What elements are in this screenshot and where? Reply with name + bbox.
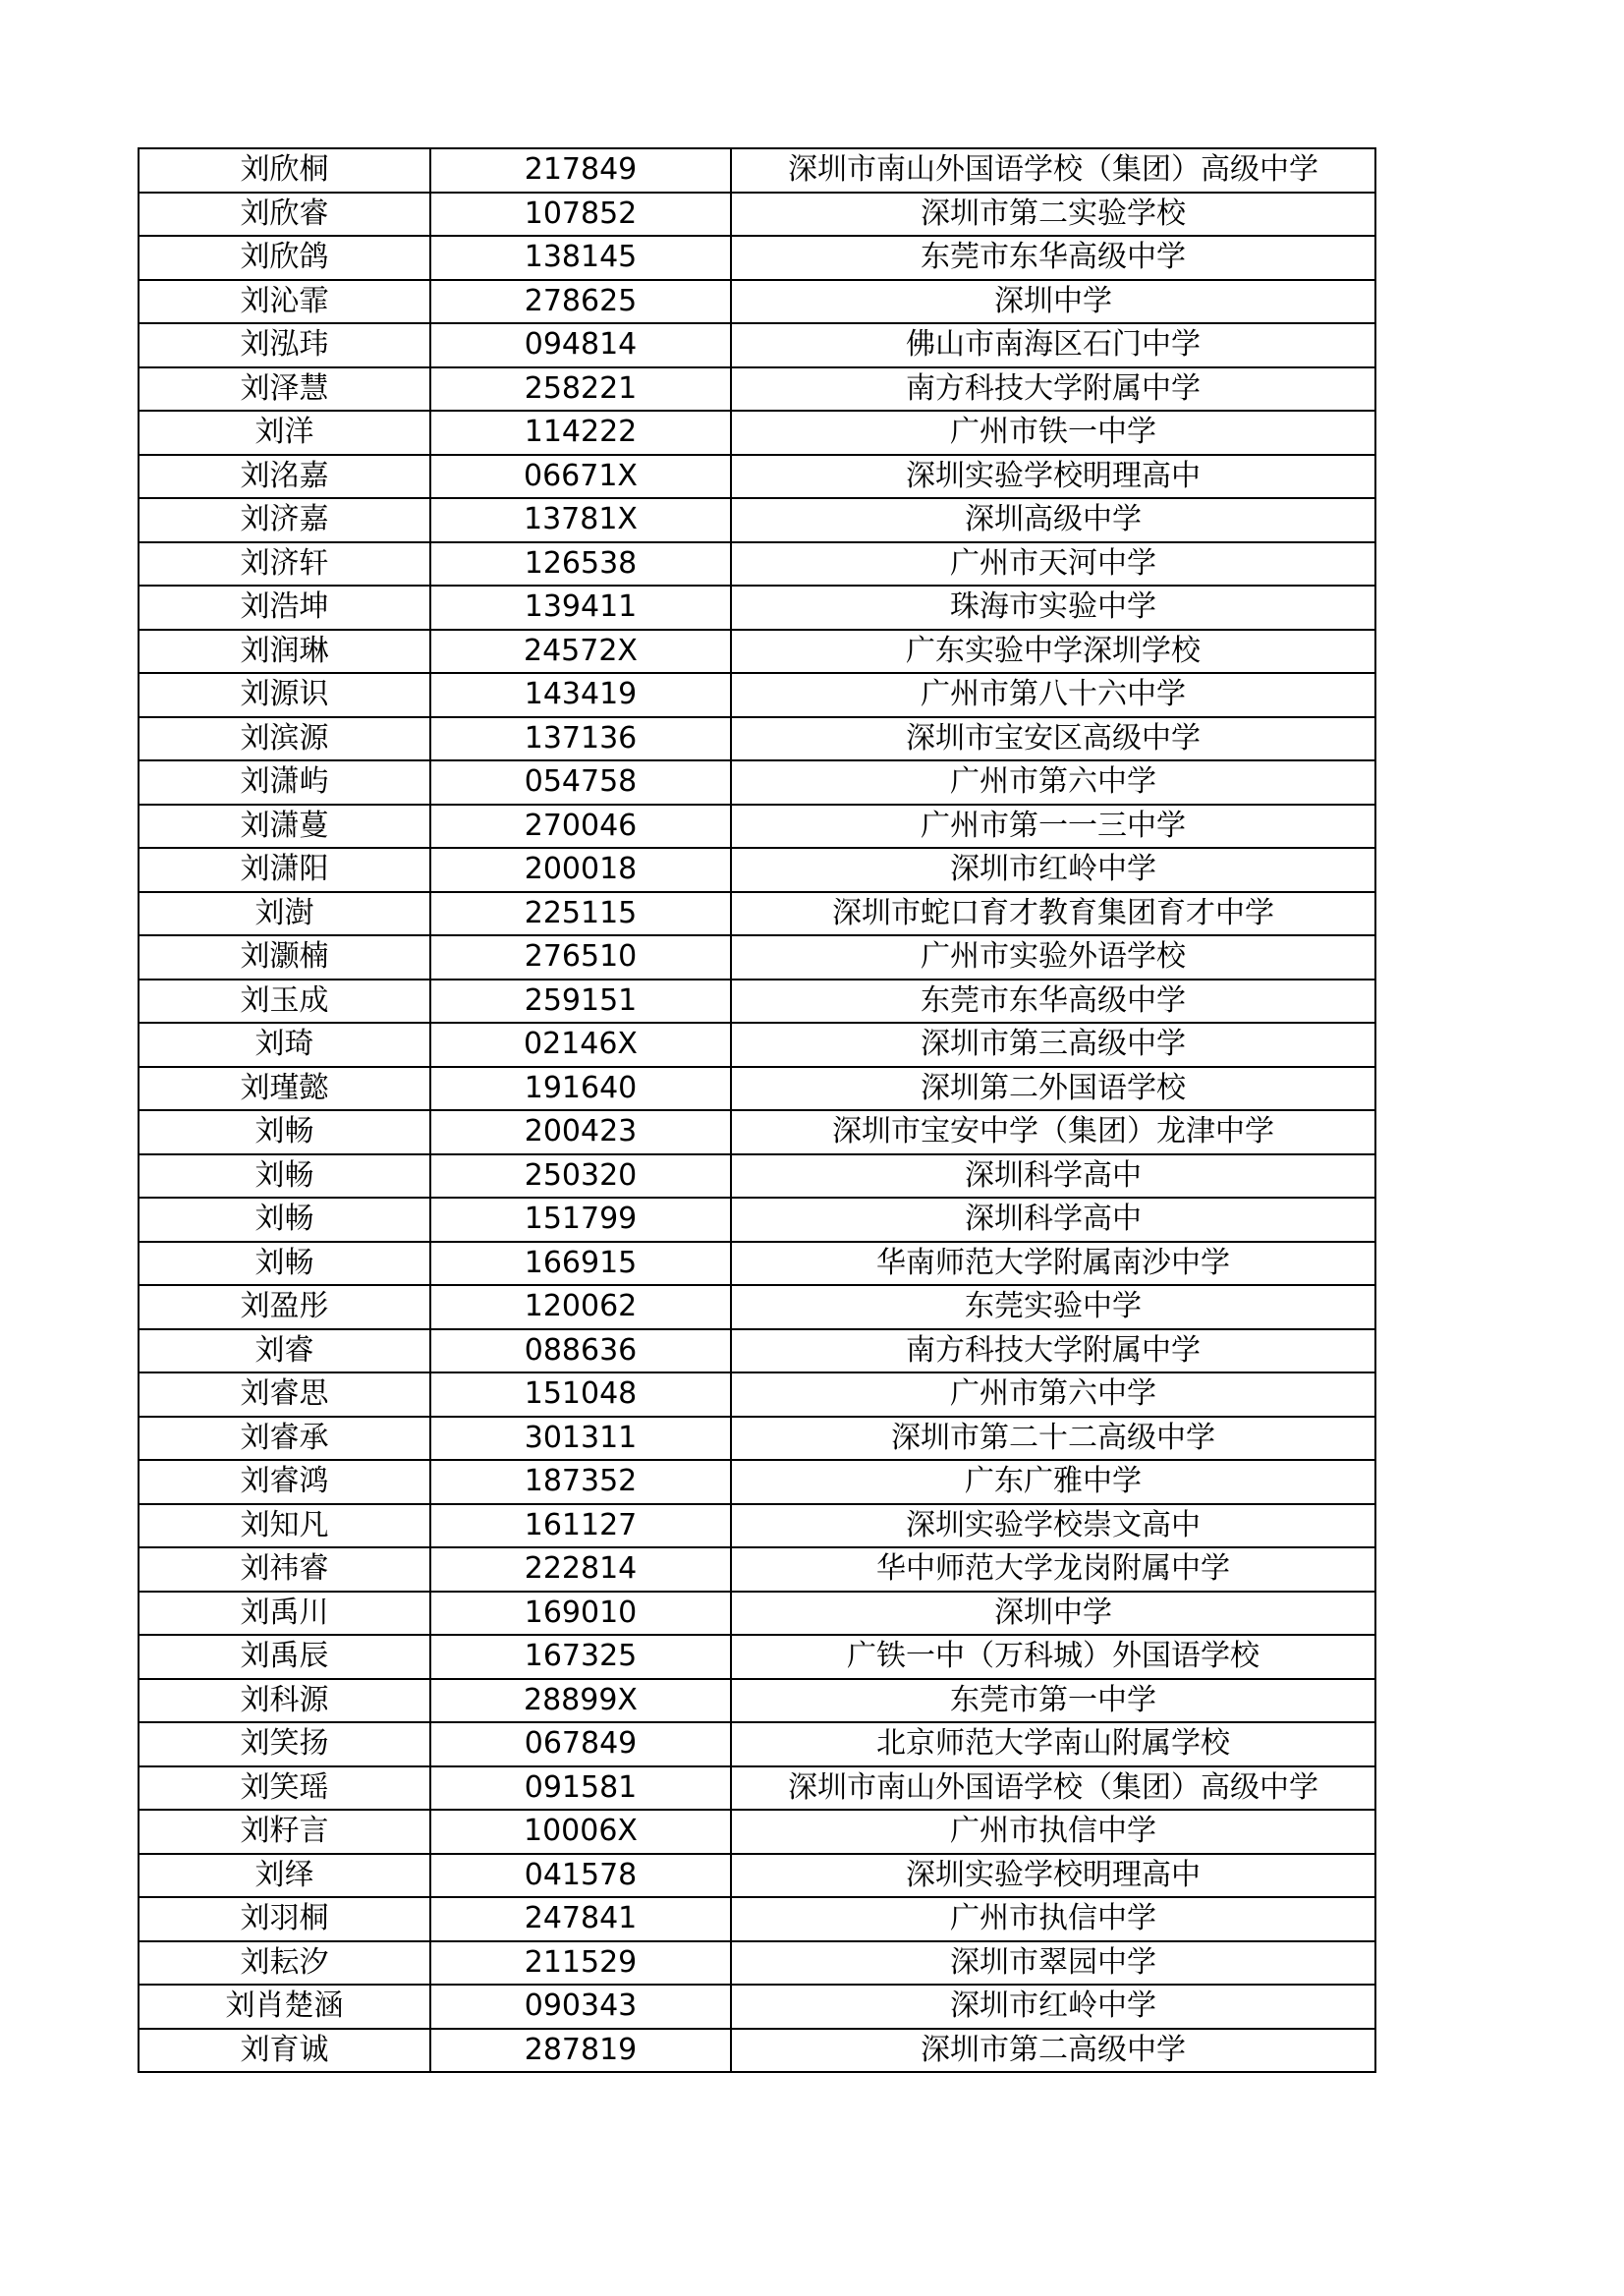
- table-row: [139, 1242, 1375, 1286]
- table-row: [139, 193, 1375, 237]
- student-name-cell: 刘澍: [139, 892, 430, 936]
- student-id-cell: 091581: [430, 1766, 731, 1811]
- student-name-cell: 刘睿鸿: [139, 1460, 430, 1504]
- student-id-cell: 169010: [430, 1592, 731, 1636]
- student-name-cell: 刘耘汐: [139, 1941, 430, 1986]
- school-name-cell: 深圳市第二高级中学: [731, 2029, 1375, 2073]
- student-id-cell: 090343: [430, 1985, 731, 2029]
- table-row: [139, 148, 1375, 193]
- school-name-cell: 深圳第二外国语学校: [731, 1067, 1375, 1111]
- school-name-cell: 广州市第一一三中学: [731, 805, 1375, 849]
- school-name-cell: 深圳市南山外国语学校（集团）高级中学: [731, 1766, 1375, 1811]
- student-id-cell: 191640: [430, 1067, 731, 1111]
- student-name-cell: 刘笑瑶: [139, 1766, 430, 1811]
- student-id-cell: 28899X: [430, 1679, 731, 1723]
- student-name-cell: 刘畅: [139, 1110, 430, 1154]
- student-name-cell: 刘泽慧: [139, 367, 430, 412]
- table-row: [139, 455, 1375, 499]
- table-row: [139, 760, 1375, 805]
- school-name-cell: 深圳高级中学: [731, 498, 1375, 542]
- school-name-cell: 深圳市第二十二高级中学: [731, 1417, 1375, 1461]
- school-name-cell: 东莞市东华高级中学: [731, 980, 1375, 1024]
- school-name-cell: 广铁一中（万科城）外国语学校: [731, 1635, 1375, 1679]
- student-id-cell: 114222: [430, 411, 731, 455]
- school-name-cell: 佛山市南海区石门中学: [731, 323, 1375, 367]
- student-id-cell: 054758: [430, 760, 731, 805]
- table-row: [139, 1067, 1375, 1111]
- table-row: [139, 1722, 1375, 1766]
- school-name-cell: 深圳中学: [731, 280, 1375, 324]
- student-name-cell: 刘潇蔓: [139, 805, 430, 849]
- student-id-cell: 187352: [430, 1460, 731, 1504]
- school-name-cell: 深圳市第三高级中学: [731, 1023, 1375, 1067]
- student-name-cell: 刘睿思: [139, 1372, 430, 1417]
- table-row: [139, 1329, 1375, 1373]
- table-row: [139, 1110, 1375, 1154]
- student-name-cell: 刘潇屿: [139, 760, 430, 805]
- student-name-cell: 刘济嘉: [139, 498, 430, 542]
- student-name-cell: 刘盈彤: [139, 1285, 430, 1329]
- school-name-cell: 广州市实验外语学校: [731, 935, 1375, 980]
- school-name-cell: 华南师范大学附属南沙中学: [731, 1242, 1375, 1286]
- student-name-cell: 刘羽桐: [139, 1897, 430, 1941]
- student-id-cell: 06671X: [430, 455, 731, 499]
- student-id-cell: 200018: [430, 848, 731, 892]
- table-row: [139, 323, 1375, 367]
- school-name-cell: 东莞市第一中学: [731, 1679, 1375, 1723]
- student-name-cell: 刘睿: [139, 1329, 430, 1373]
- student-name-cell: 刘笑扬: [139, 1722, 430, 1766]
- school-name-cell: 深圳实验学校明理高中: [731, 1854, 1375, 1898]
- student-name-cell: 刘欣睿: [139, 193, 430, 237]
- table-row: [139, 1460, 1375, 1504]
- student-id-cell: 200423: [430, 1110, 731, 1154]
- table-row: [139, 1897, 1375, 1941]
- school-name-cell: 深圳中学: [731, 1592, 1375, 1636]
- table-row: [139, 1592, 1375, 1636]
- student-id-cell: 126538: [430, 542, 731, 587]
- student-id-cell: 276510: [430, 935, 731, 980]
- table-row: [139, 980, 1375, 1024]
- school-name-cell: 深圳市宝安中学（集团）龙津中学: [731, 1110, 1375, 1154]
- student-id-cell: 287819: [430, 2029, 731, 2073]
- table-row: [139, 630, 1375, 674]
- student-name-cell: 刘籽言: [139, 1810, 430, 1854]
- school-name-cell: 广州市执信中学: [731, 1810, 1375, 1854]
- student-id-cell: 247841: [430, 1897, 731, 1941]
- table-row: [139, 1372, 1375, 1417]
- student-name-cell: 刘浩坤: [139, 586, 430, 630]
- student-name-cell: 刘瑾懿: [139, 1067, 430, 1111]
- student-name-cell: 刘沁霏: [139, 280, 430, 324]
- student-id-cell: 258221: [430, 367, 731, 412]
- table-row: [139, 411, 1375, 455]
- school-name-cell: 深圳市翠园中学: [731, 1941, 1375, 1986]
- table-row: [139, 673, 1375, 717]
- table-row: [139, 1766, 1375, 1811]
- student-id-cell: 151799: [430, 1198, 731, 1242]
- student-id-cell: 151048: [430, 1372, 731, 1417]
- school-name-cell: 华中师范大学龙岗附属中学: [731, 1547, 1375, 1592]
- student-id-cell: 24572X: [430, 630, 731, 674]
- student-id-cell: 270046: [430, 805, 731, 849]
- student-id-cell: 138145: [430, 236, 731, 280]
- table-row: [139, 1504, 1375, 1548]
- school-name-cell: 深圳市红岭中学: [731, 1985, 1375, 2029]
- student-name-cell: 刘玉成: [139, 980, 430, 1024]
- school-name-cell: 深圳市红岭中学: [731, 848, 1375, 892]
- table-row: [139, 1941, 1375, 1986]
- student-id-cell: 301311: [430, 1417, 731, 1461]
- student-name-cell: 刘禹川: [139, 1592, 430, 1636]
- student-name-cell: 刘睿承: [139, 1417, 430, 1461]
- school-name-cell: 北京师范大学南山附属学校: [731, 1722, 1375, 1766]
- student-name-cell: 刘琦: [139, 1023, 430, 1067]
- table-row: [139, 935, 1375, 980]
- school-name-cell: 深圳科学高中: [731, 1154, 1375, 1199]
- school-name-cell: 南方科技大学附属中学: [731, 1329, 1375, 1373]
- table-row: [139, 1547, 1375, 1592]
- school-name-cell: 广东广雅中学: [731, 1460, 1375, 1504]
- student-id-cell: 094814: [430, 323, 731, 367]
- student-id-cell: 067849: [430, 1722, 731, 1766]
- table-row: [139, 892, 1375, 936]
- student-name-cell: 刘欣鸽: [139, 236, 430, 280]
- school-name-cell: 广州市第六中学: [731, 1372, 1375, 1417]
- student-id-cell: 10006X: [430, 1810, 731, 1854]
- school-name-cell: 深圳实验学校明理高中: [731, 455, 1375, 499]
- student-id-cell: 02146X: [430, 1023, 731, 1067]
- student-name-cell: 刘源识: [139, 673, 430, 717]
- school-name-cell: 广州市第八十六中学: [731, 673, 1375, 717]
- school-name-cell: 深圳市第二实验学校: [731, 193, 1375, 237]
- student-id-cell: 278625: [430, 280, 731, 324]
- student-id-cell: 225115: [430, 892, 731, 936]
- student-name-cell: 刘泓玮: [139, 323, 430, 367]
- student-id-cell: 222814: [430, 1547, 731, 1592]
- school-name-cell: 广州市执信中学: [731, 1897, 1375, 1941]
- student-id-cell: 120062: [430, 1285, 731, 1329]
- school-name-cell: 东莞市东华高级中学: [731, 236, 1375, 280]
- student-name-cell: 刘济轩: [139, 542, 430, 587]
- table-row: [139, 805, 1375, 849]
- table-row: [139, 1023, 1375, 1067]
- table-row: [139, 1285, 1375, 1329]
- student-id-cell: 167325: [430, 1635, 731, 1679]
- school-name-cell: 广州市天河中学: [731, 542, 1375, 587]
- table-row: [139, 280, 1375, 324]
- table-row: [139, 848, 1375, 892]
- school-name-cell: 深圳市宝安区高级中学: [731, 717, 1375, 761]
- table-row: [139, 586, 1375, 630]
- table-row: [139, 1679, 1375, 1723]
- student-id-cell: 041578: [430, 1854, 731, 1898]
- table-row: [139, 236, 1375, 280]
- student-name-cell: 刘欣桐: [139, 148, 430, 193]
- table-row: [139, 1854, 1375, 1898]
- student-id-cell: 259151: [430, 980, 731, 1024]
- student-name-cell: 刘畅: [139, 1242, 430, 1286]
- table-row: [139, 717, 1375, 761]
- student-name-cell: 刘知凡: [139, 1504, 430, 1548]
- student-name-cell: 刘科源: [139, 1679, 430, 1723]
- table-row: [139, 498, 1375, 542]
- table-row: [139, 1635, 1375, 1679]
- student-name-cell: 刘润琳: [139, 630, 430, 674]
- table-row: [139, 1198, 1375, 1242]
- student-name-cell: 刘灏楠: [139, 935, 430, 980]
- student-name-cell: 刘潇阳: [139, 848, 430, 892]
- student-name-cell: 刘洺嘉: [139, 455, 430, 499]
- student-id-cell: 107852: [430, 193, 731, 237]
- school-name-cell: 深圳市蛇口育才教育集团育才中学: [731, 892, 1375, 936]
- student-id-cell: 250320: [430, 1154, 731, 1199]
- table-row: [139, 2029, 1375, 2073]
- student-name-cell: 刘肖楚涵: [139, 1985, 430, 2029]
- student-id-cell: 088636: [430, 1329, 731, 1373]
- school-name-cell: 广东实验中学深圳学校: [731, 630, 1375, 674]
- student-id-cell: 143419: [430, 673, 731, 717]
- school-name-cell: 东莞实验中学: [731, 1285, 1375, 1329]
- school-name-cell: 珠海市实验中学: [731, 586, 1375, 630]
- student-id-cell: 137136: [430, 717, 731, 761]
- roster-table: [138, 147, 1376, 2073]
- table-row: [139, 1810, 1375, 1854]
- student-name-cell: 刘育诚: [139, 2029, 430, 2073]
- student-name-cell: 刘绎: [139, 1854, 430, 1898]
- student-name-cell: 刘禹辰: [139, 1635, 430, 1679]
- table-row: [139, 1985, 1375, 2029]
- school-name-cell: 深圳科学高中: [731, 1198, 1375, 1242]
- student-name-cell: 刘畅: [139, 1198, 430, 1242]
- student-id-cell: 13781X: [430, 498, 731, 542]
- student-id-cell: 166915: [430, 1242, 731, 1286]
- table-row: [139, 542, 1375, 587]
- student-id-cell: 139411: [430, 586, 731, 630]
- school-name-cell: 南方科技大学附属中学: [731, 367, 1375, 412]
- student-id-cell: 211529: [430, 1941, 731, 1986]
- student-name-cell: 刘洋: [139, 411, 430, 455]
- student-id-cell: 161127: [430, 1504, 731, 1548]
- school-name-cell: 深圳市南山外国语学校（集团）高级中学: [731, 148, 1375, 193]
- table-row: [139, 1154, 1375, 1199]
- student-name-cell: 刘祎睿: [139, 1547, 430, 1592]
- school-name-cell: 深圳实验学校崇文高中: [731, 1504, 1375, 1548]
- student-id-cell: 217849: [430, 148, 731, 193]
- table-row: [139, 367, 1375, 412]
- student-name-cell: 刘滨源: [139, 717, 430, 761]
- school-name-cell: 广州市第六中学: [731, 760, 1375, 805]
- table-row: [139, 1417, 1375, 1461]
- student-name-cell: 刘畅: [139, 1154, 430, 1199]
- roster-body: [139, 148, 1375, 2072]
- school-name-cell: 广州市铁一中学: [731, 411, 1375, 455]
